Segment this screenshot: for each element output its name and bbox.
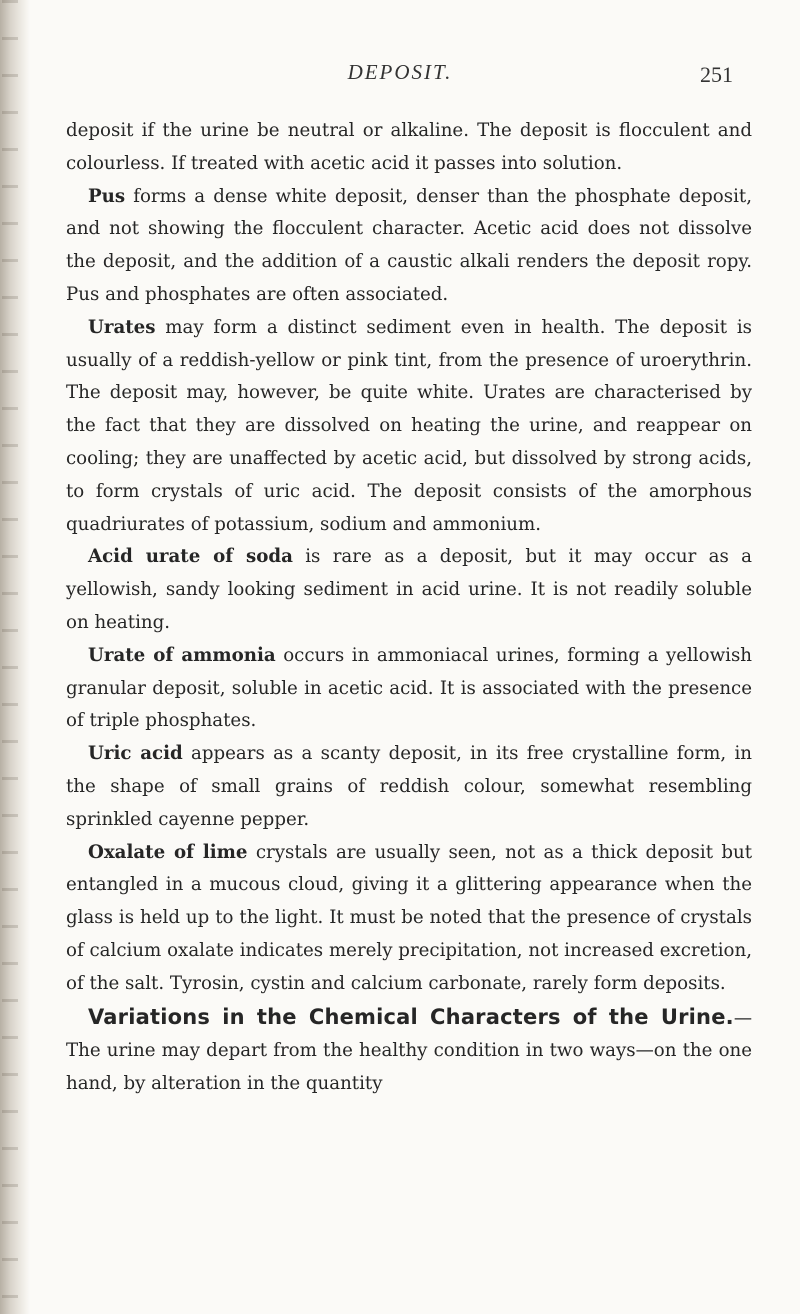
paragraph-text: appears as a scanty deposit, in its free crystalline form, in the shape of small grains of reddish colour, somewhat resembling sprinkled cayenne pepper. — [66, 743, 752, 830]
section-heading: Variations in the Chemical Characters of the Urine. — [88, 1004, 734, 1029]
page-gutter-shadow — [0, 0, 30, 1314]
term-uric-acid: Uric acid — [88, 743, 183, 765]
paragraph-urates — [66, 312, 752, 542]
paragraph-pus — [66, 181, 752, 312]
running-head-title: DEPOSIT. — [347, 60, 453, 84]
running-head — [0, 60, 800, 90]
paragraph-text: may form a distinct sediment even in health. The deposit is usually of a reddish-yellow or pink tint, from the presence of uroerythrin. The deposit may, however, be quite white. Urates are characterised by the fact that they are dissolved on heating the urine, and reappear on cooling; they are unaffected by acetic acid, but dissolved by strong acids, to form crystals of uric acid. The deposit consists of the amorphous quadriurates of potassium, sodium and ammonium. — [66, 316, 752, 535]
paragraph-text: crystals are usually seen, not as a thick deposit but entangled in a mucous cloud, giving it a glittering appearance when the glass is held up to the light. It must be noted that the presence of crystals of calcium oxalate indicates merely precipitation, not increased excretion, of the salt. Tyrosin, cystin and calcium carbonate, rarely form deposits. — [66, 841, 753, 994]
paragraph-acid-urate-of-soda — [66, 541, 752, 639]
paragraph-variations-section — [66, 1001, 752, 1101]
paragraph-text: —The urine may depart from the healthy condition in two ways—on the one hand, by alteration in the quantity — [66, 1007, 752, 1095]
paragraph-text: is rare as a deposit, but it may occur as a yellowish, sandy looking sediment in acid urine. It is not readily soluble on heating. — [66, 546, 752, 633]
term-urate-of-ammonia: Urate of ammonia — [88, 644, 276, 666]
paragraph-text: forms a dense white deposit, denser than the phosphate deposit, and not showing the flocculent character. Acetic acid does not dissolve the deposit, and the addition of a caustic alkali renders the deposit ropy. Pus and phosphates are often associated. — [66, 185, 752, 305]
paragraph-oxalate-of-lime — [66, 837, 752, 1001]
term-oxalate-of-lime: Oxalate of lime — [88, 841, 248, 863]
binding-marks — [2, 0, 18, 1314]
page-number: 251 — [700, 62, 733, 87]
paragraph-text: occurs in ammoniacal urines, forming a yellowish granular deposit, soluble in acetic acid. It is associated with the presence of triple phosphates. — [66, 644, 753, 732]
term-urates: Urates — [88, 316, 156, 338]
paragraph-text: deposit if the urine be neutral or alkaline. The deposit is flocculent and colourless. If treated with acetic acid it passes into solution. — [66, 120, 752, 174]
term-pus: Pus — [88, 185, 126, 207]
paragraph-urate-of-ammonia — [66, 640, 752, 738]
paragraph-uric-acid — [66, 738, 752, 836]
term-acid-urate-of-soda: Acid urate of soda — [88, 546, 293, 568]
paragraph-phosphate-deposit — [66, 115, 752, 181]
body-text — [66, 115, 752, 1101]
